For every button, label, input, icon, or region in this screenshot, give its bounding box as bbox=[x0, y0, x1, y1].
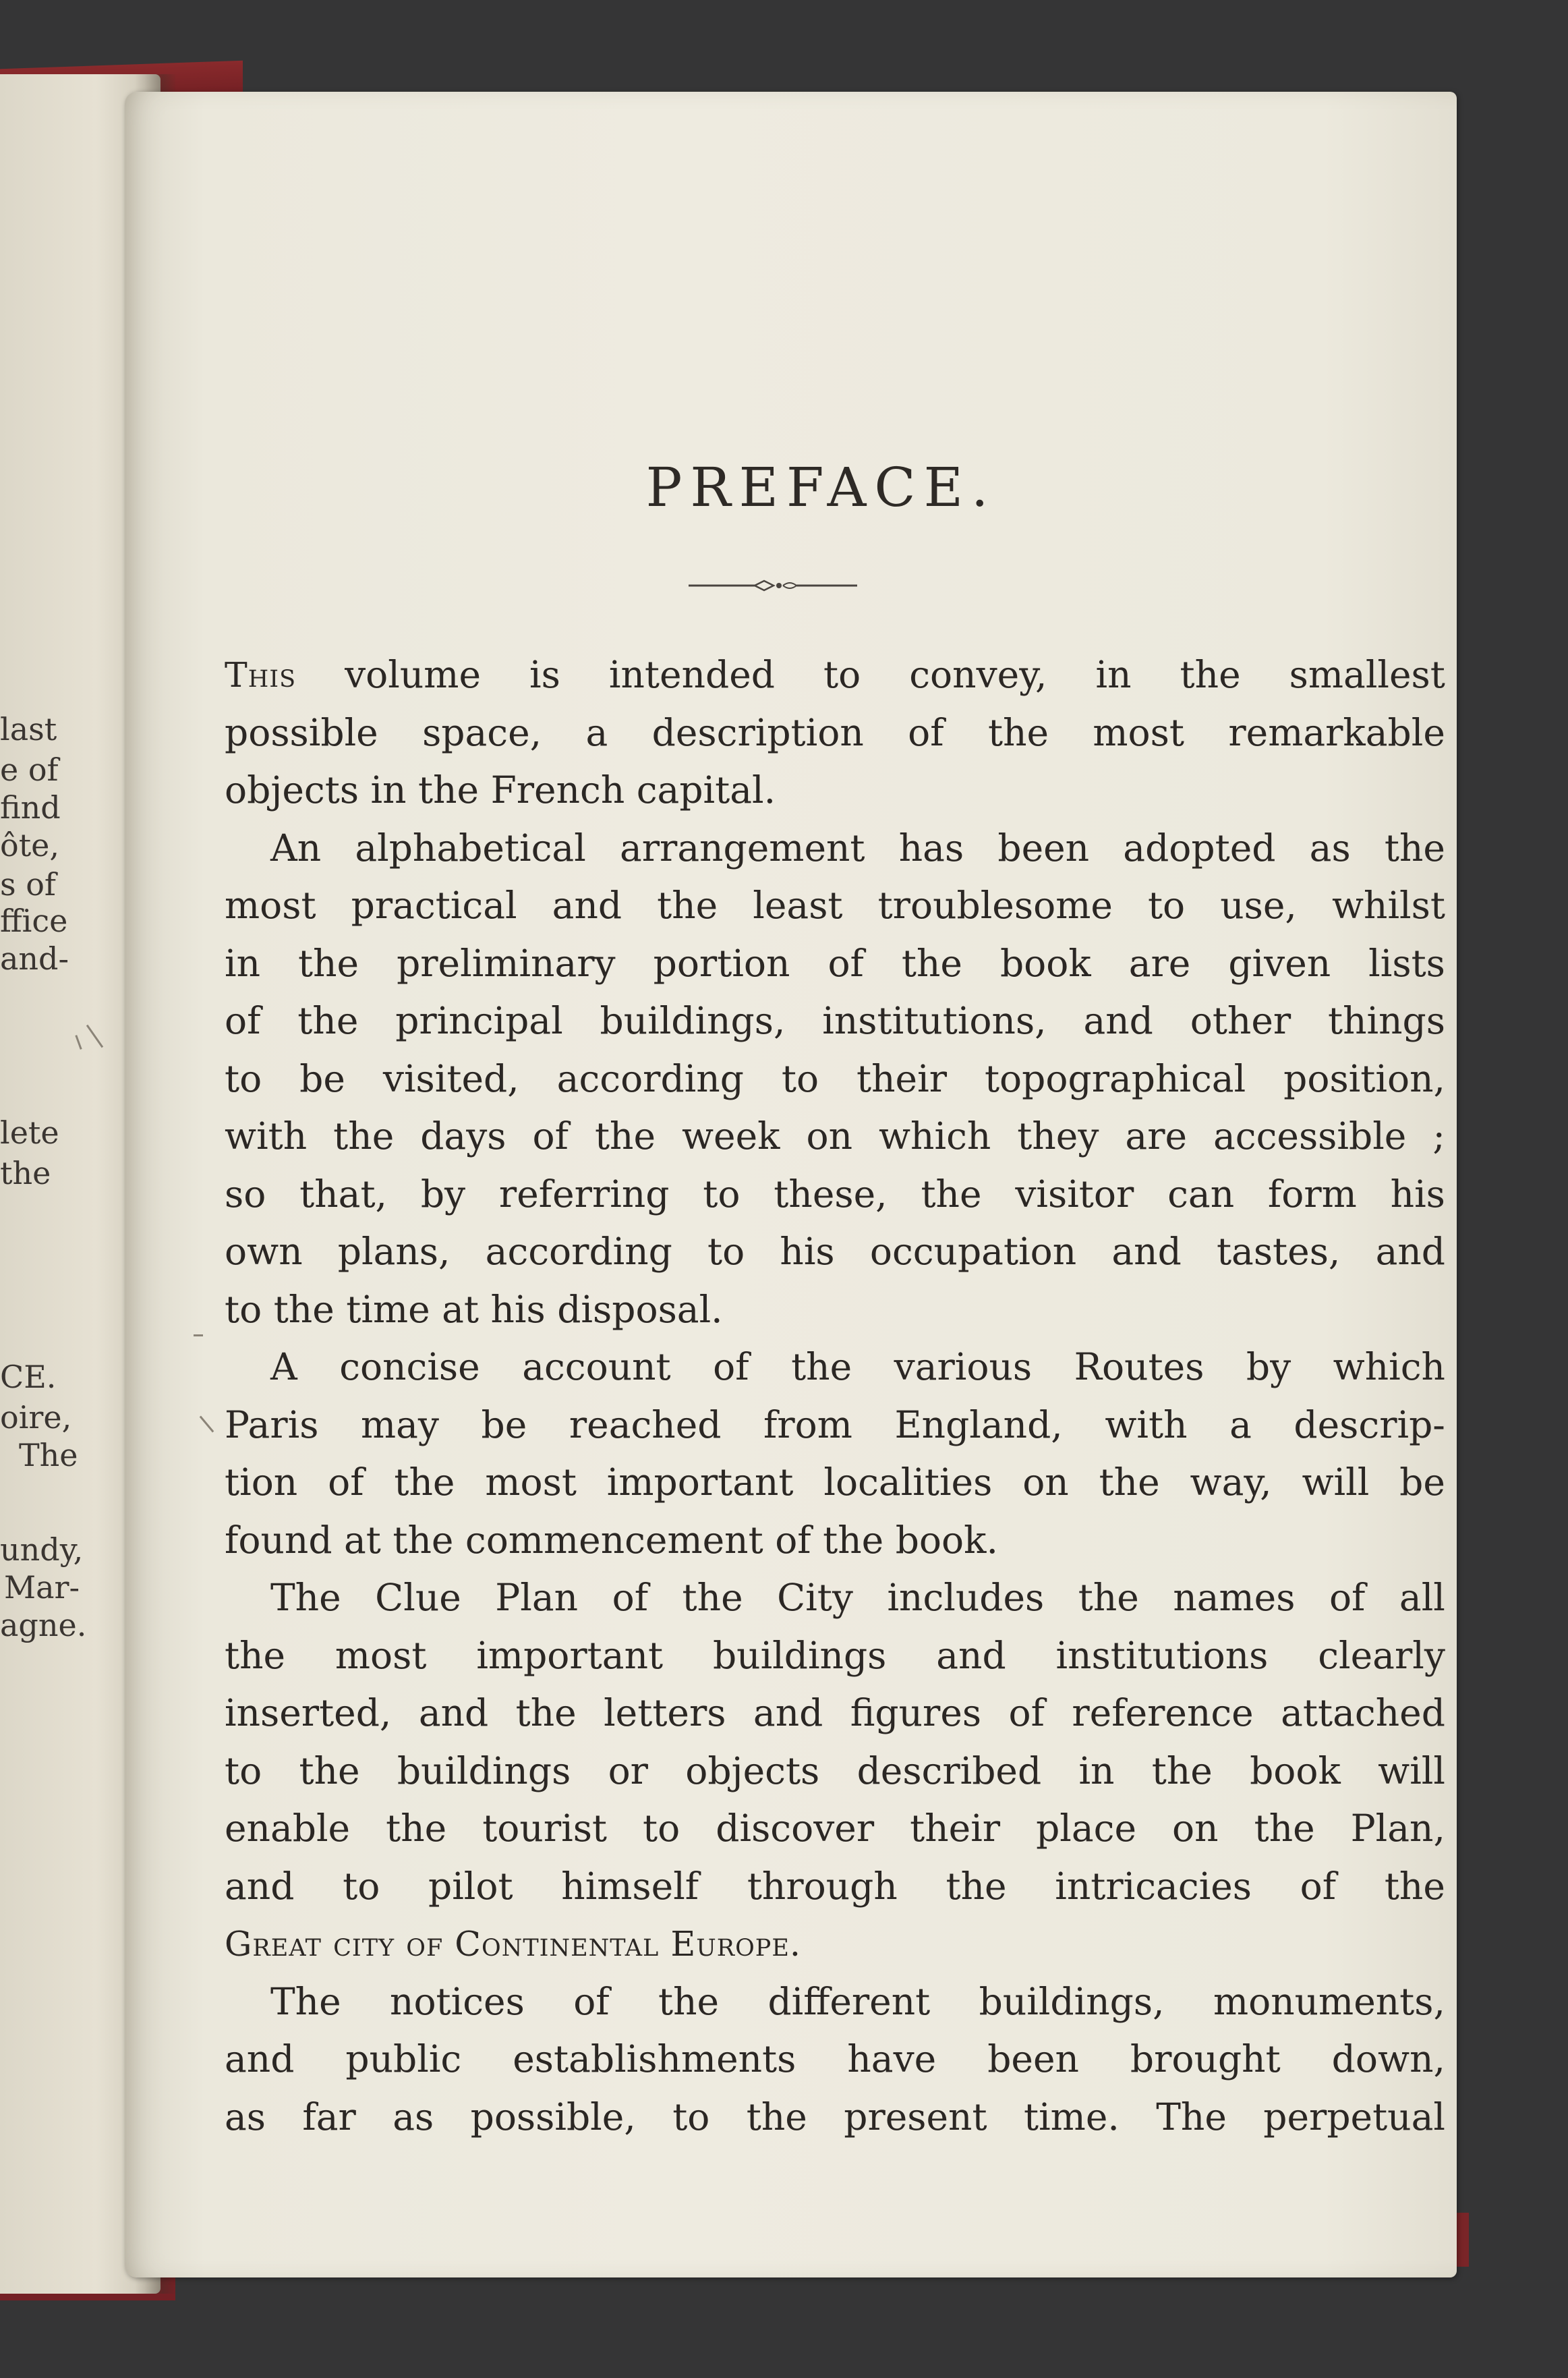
word: described bbox=[856, 1749, 1042, 1792]
text-line bbox=[225, 1800, 1445, 1858]
word: present bbox=[844, 2095, 987, 2139]
word: book bbox=[999, 941, 1091, 985]
word: that, bbox=[299, 1172, 388, 1216]
text-line bbox=[225, 1338, 1445, 1396]
word: own bbox=[225, 1230, 303, 1273]
word: be bbox=[299, 1056, 345, 1100]
word: perpetual bbox=[1263, 2095, 1445, 2139]
word: important bbox=[476, 1633, 664, 1677]
word: to the time at his disposal. bbox=[225, 1287, 723, 1331]
word: England, bbox=[894, 1403, 1063, 1446]
word: which bbox=[1333, 1345, 1445, 1388]
word: A bbox=[270, 1345, 297, 1388]
word: their bbox=[910, 1807, 1001, 1850]
word: volume bbox=[345, 653, 482, 696]
text-line bbox=[225, 935, 1445, 993]
word: figures bbox=[850, 1691, 982, 1734]
word: to bbox=[703, 1172, 741, 1216]
word: tion bbox=[225, 1461, 298, 1504]
word: concise bbox=[339, 1345, 480, 1388]
word: the bbox=[1180, 653, 1241, 696]
word: been bbox=[997, 826, 1090, 870]
word: and bbox=[225, 1864, 295, 1908]
word: the bbox=[746, 2095, 807, 2139]
pencil-mark bbox=[194, 1334, 203, 1336]
word: will bbox=[1378, 1749, 1445, 1792]
left-page-fragment: oire, bbox=[0, 1399, 72, 1436]
word: attached bbox=[1281, 1691, 1445, 1734]
word: of bbox=[328, 1461, 364, 1504]
word: Great city of Continental Europe. bbox=[225, 1924, 801, 1964]
word: of bbox=[225, 999, 261, 1042]
word: topographical bbox=[984, 1056, 1246, 1100]
word: brought bbox=[1130, 2037, 1281, 2080]
word: most bbox=[1093, 710, 1184, 754]
word: position, bbox=[1283, 1056, 1445, 1100]
text-line bbox=[225, 1915, 1445, 1973]
word: institutions, bbox=[822, 999, 1047, 1042]
text-line bbox=[225, 1858, 1445, 1916]
word: of bbox=[827, 941, 864, 985]
word: names bbox=[1173, 1576, 1296, 1619]
word: space, bbox=[422, 710, 542, 754]
word: to bbox=[643, 1807, 680, 1850]
word: troublesome bbox=[877, 884, 1113, 927]
word: the bbox=[299, 1749, 360, 1792]
word: localities bbox=[823, 1461, 993, 1504]
word: the bbox=[1384, 826, 1445, 870]
text-line bbox=[225, 1454, 1445, 1512]
word: description bbox=[651, 710, 864, 754]
word: the bbox=[658, 1979, 720, 2023]
text-line bbox=[225, 877, 1445, 935]
word: things bbox=[1328, 999, 1445, 1042]
word: has bbox=[898, 826, 964, 870]
word: the bbox=[1078, 1576, 1139, 1619]
word: down, bbox=[1331, 2037, 1445, 2080]
word: they bbox=[1017, 1114, 1099, 1158]
word: far bbox=[302, 2095, 356, 2139]
word: to bbox=[225, 1056, 262, 1100]
word: other bbox=[1190, 999, 1291, 1042]
word: their bbox=[856, 1056, 947, 1100]
word: are bbox=[1125, 1114, 1188, 1158]
left-page-fragment: lete bbox=[0, 1114, 59, 1151]
paragraph bbox=[225, 820, 1445, 1339]
word: The bbox=[270, 1576, 341, 1619]
word: can bbox=[1167, 1172, 1235, 1216]
word: is bbox=[529, 653, 560, 696]
word: accessible bbox=[1213, 1114, 1407, 1158]
word: Paris bbox=[225, 1403, 319, 1446]
word: his bbox=[1390, 1172, 1445, 1216]
word: referring bbox=[498, 1172, 670, 1216]
word: week bbox=[681, 1114, 780, 1158]
word: An bbox=[270, 826, 322, 870]
text-line bbox=[225, 1396, 1445, 1454]
word: portion bbox=[653, 941, 790, 985]
word: practical bbox=[351, 884, 517, 927]
word: ; bbox=[1432, 1114, 1445, 1158]
word: to bbox=[823, 653, 861, 696]
left-page-fragment: e of bbox=[0, 752, 59, 788]
word: account bbox=[522, 1345, 671, 1388]
word: and bbox=[552, 884, 622, 927]
word: different bbox=[767, 1979, 931, 2023]
word: lists bbox=[1368, 941, 1445, 985]
word: the bbox=[901, 941, 962, 985]
word: these, bbox=[774, 1172, 888, 1216]
word: adopted bbox=[1123, 826, 1276, 870]
word: reached bbox=[569, 1403, 722, 1446]
word: least bbox=[753, 884, 843, 927]
word: the bbox=[298, 941, 359, 985]
word: institutions bbox=[1055, 1633, 1269, 1677]
word: days bbox=[420, 1114, 506, 1158]
word: objects bbox=[685, 1749, 820, 1792]
left-page-fragment: find bbox=[0, 789, 61, 826]
text-line bbox=[225, 1108, 1445, 1166]
left-page-fragment: Mar- bbox=[4, 1569, 80, 1606]
word: the bbox=[682, 1576, 743, 1619]
left-page-fragment: s of bbox=[0, 866, 56, 903]
word: whilst bbox=[1331, 884, 1445, 927]
word: the bbox=[987, 710, 1049, 754]
word: from bbox=[763, 1403, 852, 1446]
word: and bbox=[936, 1633, 1006, 1677]
text-line bbox=[225, 1512, 1445, 1570]
word: and bbox=[418, 1691, 489, 1734]
word: possible bbox=[225, 710, 378, 754]
word: notices bbox=[390, 1979, 525, 2023]
title-ornament-icon bbox=[689, 576, 857, 595]
word: through bbox=[747, 1864, 898, 1908]
word: buildings bbox=[712, 1633, 887, 1677]
word: be bbox=[481, 1403, 527, 1446]
left-page-fragment: the bbox=[0, 1155, 51, 1191]
word: according bbox=[556, 1056, 744, 1100]
word: and bbox=[1083, 999, 1153, 1042]
paragraph bbox=[225, 1338, 1445, 1569]
word: most bbox=[225, 884, 316, 927]
word: pilot bbox=[428, 1864, 513, 1908]
word: on bbox=[1022, 1461, 1069, 1504]
word: his bbox=[780, 1230, 835, 1273]
word: the bbox=[657, 884, 718, 927]
word: includes bbox=[887, 1576, 1045, 1619]
word: This bbox=[225, 655, 297, 695]
word: have bbox=[847, 2037, 937, 2080]
word: the bbox=[791, 1345, 852, 1388]
text-line bbox=[225, 1627, 1445, 1685]
word: of bbox=[1300, 1864, 1337, 1908]
left-page-fragment: The bbox=[19, 1437, 78, 1473]
word: City bbox=[777, 1576, 853, 1619]
word: the bbox=[1254, 1807, 1315, 1850]
word: enable bbox=[225, 1807, 351, 1850]
text-line bbox=[225, 1973, 1445, 2031]
word: may bbox=[360, 1403, 439, 1446]
word: and bbox=[753, 1691, 823, 1734]
word: possible, bbox=[470, 2095, 636, 2139]
word: of bbox=[908, 710, 944, 754]
word: to bbox=[672, 2095, 710, 2139]
word: to bbox=[1147, 884, 1186, 927]
word: by bbox=[420, 1172, 466, 1216]
word: as bbox=[225, 2095, 266, 2139]
word: the bbox=[515, 1691, 577, 1734]
text-line bbox=[225, 646, 1445, 704]
text-line bbox=[225, 1743, 1445, 1801]
text-line bbox=[225, 1223, 1445, 1281]
word: inserted, bbox=[225, 1691, 392, 1734]
pencil-mark bbox=[200, 1416, 214, 1433]
word: form bbox=[1267, 1172, 1357, 1216]
word: to bbox=[225, 1749, 262, 1792]
word: The bbox=[1156, 2095, 1227, 2139]
word: public bbox=[345, 2037, 462, 2080]
word: been bbox=[987, 2037, 1079, 2080]
word: monuments, bbox=[1213, 1979, 1445, 2023]
page-title: PREFACE. bbox=[645, 456, 997, 519]
word: the bbox=[333, 1114, 395, 1158]
word: with bbox=[1105, 1403, 1188, 1446]
word: objects in the French capital. bbox=[225, 768, 776, 812]
word: buildings bbox=[397, 1749, 571, 1792]
word: principal bbox=[395, 999, 563, 1042]
word: buildings, bbox=[600, 999, 786, 1042]
word: of bbox=[573, 1979, 610, 2023]
word: to bbox=[781, 1056, 819, 1100]
word: the bbox=[1151, 1749, 1213, 1792]
word: letters bbox=[604, 1691, 726, 1734]
word: smallest bbox=[1289, 653, 1445, 696]
left-page-fragment: last bbox=[0, 711, 57, 747]
word: Routes bbox=[1074, 1345, 1204, 1388]
word: the bbox=[921, 1172, 982, 1216]
paragraph bbox=[225, 1973, 1445, 2147]
word: the bbox=[1384, 1864, 1445, 1908]
left-page-fragment: and- bbox=[0, 940, 69, 977]
preface-body bbox=[225, 646, 1445, 2146]
word: as bbox=[393, 2095, 434, 2139]
word: of bbox=[532, 1114, 569, 1158]
word: the bbox=[394, 1461, 455, 1504]
word: with bbox=[225, 1114, 308, 1158]
text-line bbox=[225, 1050, 1445, 1108]
word: which bbox=[878, 1114, 991, 1158]
word: tastes, bbox=[1216, 1230, 1341, 1273]
text-line bbox=[225, 1281, 1445, 1339]
text-line bbox=[225, 2089, 1445, 2147]
word: most bbox=[485, 1461, 577, 1504]
word: descrip- bbox=[1294, 1403, 1445, 1446]
word: tourist bbox=[482, 1807, 608, 1850]
word: by bbox=[1246, 1345, 1291, 1388]
word: visited, bbox=[382, 1056, 519, 1100]
word: a bbox=[1229, 1403, 1252, 1446]
word: and bbox=[225, 2037, 295, 2080]
left-page-fragment: ôte, bbox=[0, 827, 60, 864]
word: according bbox=[485, 1230, 672, 1273]
word: so bbox=[225, 1172, 266, 1216]
word: on bbox=[806, 1114, 853, 1158]
word: the bbox=[946, 1864, 1007, 1908]
text-line bbox=[225, 820, 1445, 878]
left-page-fragment: CE. bbox=[0, 1359, 57, 1395]
word: preliminary bbox=[397, 941, 616, 985]
word: as bbox=[1309, 826, 1351, 870]
word: are bbox=[1128, 941, 1191, 985]
word: of bbox=[713, 1345, 749, 1388]
word: intended bbox=[608, 653, 775, 696]
word: visitor bbox=[1015, 1172, 1134, 1216]
word: of bbox=[1329, 1576, 1366, 1619]
word: discover bbox=[716, 1807, 875, 1850]
text-line bbox=[225, 1569, 1445, 1627]
word: place bbox=[1036, 1807, 1137, 1850]
word: to bbox=[343, 1864, 380, 1908]
word: remarkable bbox=[1228, 710, 1445, 754]
word: plans, bbox=[337, 1230, 451, 1273]
word: time. bbox=[1023, 2095, 1120, 2139]
text-line bbox=[225, 762, 1445, 820]
word: Plan bbox=[495, 1576, 579, 1619]
word: The bbox=[270, 1979, 341, 2023]
word: most bbox=[335, 1633, 427, 1677]
word: occupation bbox=[869, 1230, 1077, 1273]
word: the bbox=[594, 1114, 656, 1158]
word: establishments bbox=[513, 2037, 796, 2080]
word: various bbox=[894, 1345, 1033, 1388]
paragraph bbox=[225, 646, 1445, 820]
word: Clue bbox=[375, 1576, 461, 1619]
word: given bbox=[1228, 941, 1331, 985]
word: in bbox=[1078, 1749, 1115, 1792]
word: in bbox=[225, 941, 261, 985]
paragraph bbox=[225, 1569, 1445, 1973]
word: book bbox=[1250, 1749, 1341, 1792]
word: of bbox=[612, 1576, 649, 1619]
left-page-fragment: ffice bbox=[0, 903, 68, 939]
word: will bbox=[1302, 1461, 1370, 1504]
left-page-fragment: undy, bbox=[0, 1531, 84, 1568]
word: way, bbox=[1190, 1461, 1272, 1504]
text-line bbox=[225, 2031, 1445, 2089]
word: on bbox=[1172, 1807, 1219, 1850]
word: a bbox=[585, 710, 608, 754]
word: be bbox=[1399, 1461, 1445, 1504]
word: arrangement bbox=[619, 826, 865, 870]
word: the bbox=[386, 1807, 447, 1850]
word: the bbox=[297, 999, 359, 1042]
word: in bbox=[1095, 653, 1132, 696]
word: important bbox=[606, 1461, 794, 1504]
word: buildings, bbox=[979, 1979, 1165, 2023]
word: found at the commencement of the book. bbox=[225, 1518, 998, 1562]
word: the bbox=[225, 1633, 286, 1677]
word: all bbox=[1399, 1576, 1445, 1619]
word: and bbox=[1111, 1230, 1182, 1273]
text-line bbox=[225, 992, 1445, 1050]
word: use, bbox=[1220, 884, 1297, 927]
word: reference bbox=[1072, 1691, 1254, 1734]
text-line bbox=[225, 1166, 1445, 1224]
left-page-fragment: agne. bbox=[0, 1607, 87, 1643]
word: himself bbox=[561, 1864, 699, 1908]
word: and bbox=[1375, 1230, 1445, 1273]
word: intricacies bbox=[1055, 1864, 1252, 1908]
word: the bbox=[1099, 1461, 1160, 1504]
word: or bbox=[608, 1749, 648, 1792]
word: of bbox=[1008, 1691, 1045, 1734]
word: convey, bbox=[909, 653, 1047, 696]
word: alphabetical bbox=[355, 826, 586, 870]
preface-page bbox=[125, 92, 1457, 2277]
word: clearly bbox=[1318, 1633, 1445, 1677]
word: to bbox=[707, 1230, 745, 1273]
text-line bbox=[225, 1685, 1445, 1743]
text-line bbox=[225, 704, 1445, 762]
word: Plan, bbox=[1350, 1807, 1445, 1850]
